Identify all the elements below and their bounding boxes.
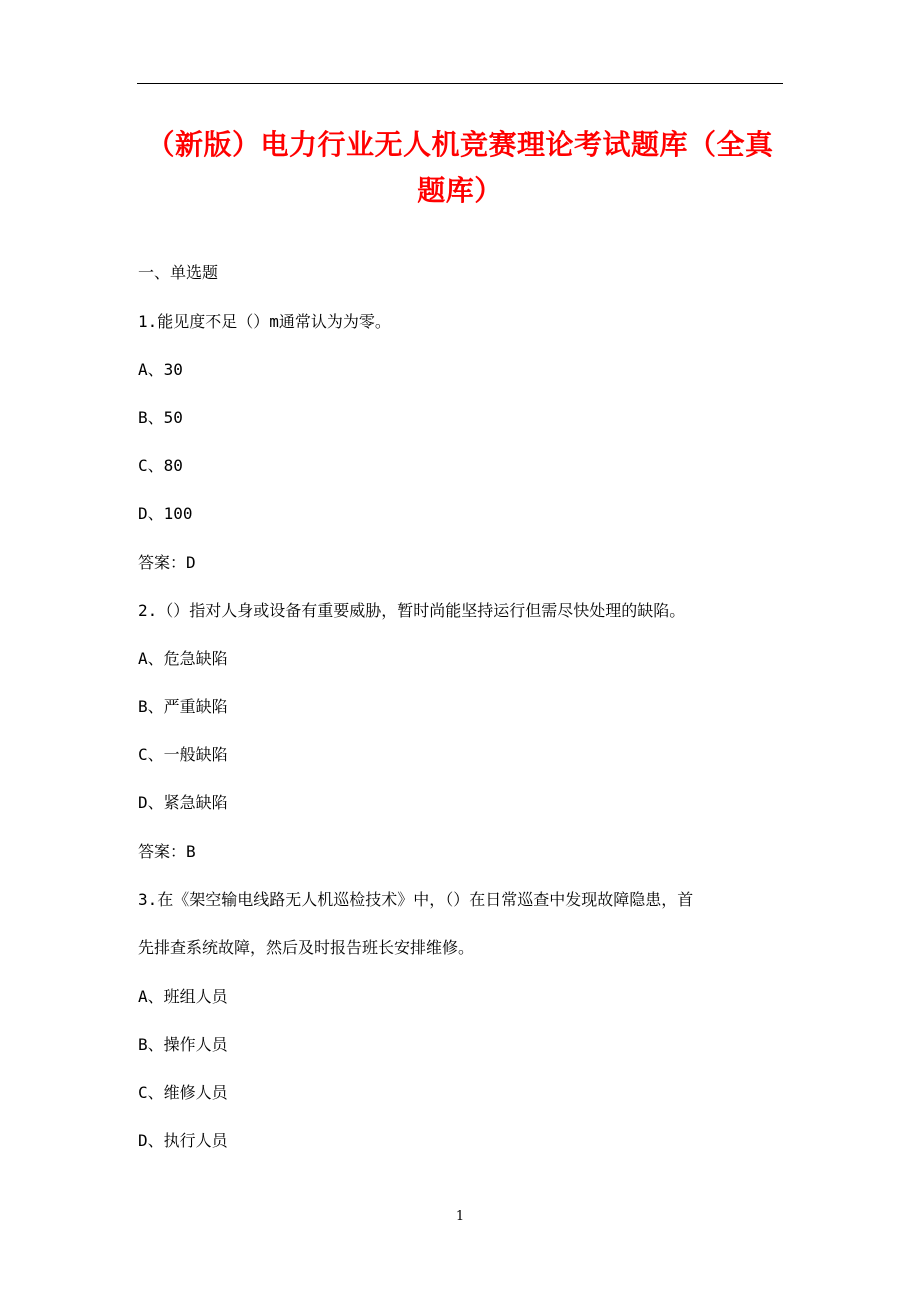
question-3-stem-line-2: 先排查系统故障，然后及时报告班长安排维修。	[138, 938, 475, 957]
document-title: （新版）电力行业无人机竞赛理论考试题库（全真题库）	[146, 128, 774, 207]
question-1-stem: 1.能见度不足（）m通常认为为零。	[138, 312, 391, 331]
question-2-option-b: B、严重缺陷	[138, 697, 228, 716]
question-2-option-c: C、一般缺陷	[138, 745, 228, 764]
question-1-answer: 答案：D	[138, 553, 196, 572]
question-3-option-d: D、执行人员	[138, 1131, 228, 1150]
question-3-option-a: A、班组人员	[138, 987, 228, 1006]
question-3-option-c: C、维修人员	[138, 1083, 228, 1102]
question-2-stem: 2.（）指对人身或设备有重要威胁，暂时尚能坚持运行但需尽快处理的缺陷。	[138, 601, 686, 620]
question-3-stem-line-1: 3.在《架空输电线路无人机巡检技术》中，（）在日常巡查中发现故障隐患，首	[138, 890, 694, 909]
question-2-option-d: D、紧急缺陷	[138, 793, 228, 812]
question-1-option-b: B、50	[138, 408, 183, 427]
question-2-option-a: A、危急缺陷	[138, 649, 228, 668]
question-1-option-d: D、100	[138, 504, 193, 523]
question-3-option-b: B、操作人员	[138, 1035, 228, 1054]
question-1-option-c: C、80	[138, 456, 183, 475]
question-2-answer: 答案：B	[138, 842, 196, 861]
section-heading: 一、单选题	[138, 263, 219, 282]
question-1-option-a: A、30	[138, 360, 183, 379]
page-number: 1	[455, 1209, 465, 1224]
header-rule	[137, 83, 783, 84]
